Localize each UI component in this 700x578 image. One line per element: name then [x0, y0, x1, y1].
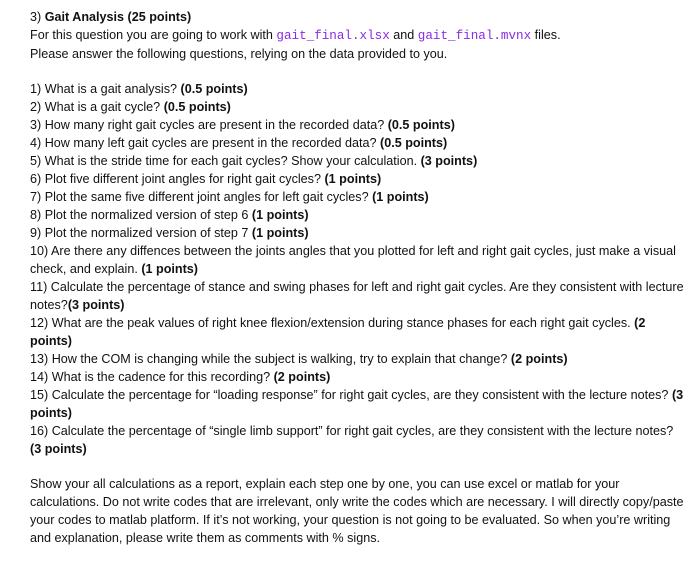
section-title: [30, 8, 686, 26]
question-points: (0.5 points): [180, 82, 248, 96]
question-text: 10) Are there any diffences between the joints angles that you plotted for left and right gait cycles, just make a visual check, and explain.: [30, 244, 676, 276]
section-number: 3): [30, 10, 42, 24]
question-points: (3 points): [67, 298, 125, 312]
question-text: 12) What are the peak values of right knee flexion/extension during stance phases for each right gait cycles.: [30, 316, 635, 330]
question-points: (2 points): [510, 352, 568, 366]
question-points: (2 points): [30, 316, 646, 348]
question-list: [30, 80, 686, 458]
question-item: [30, 368, 686, 386]
question-points: (1 points): [141, 262, 198, 276]
question-text: 11) Calculate the percentage of stance and swing phases for left and right gait cycles. Are they consistent with lecture notes?: [30, 280, 684, 312]
question-item: [30, 206, 686, 224]
question-text: 13) How the COM is changing while the subject is walking, try to explain that change?: [30, 352, 511, 366]
question-text: 14) What is the cadence for this recording?: [30, 370, 274, 384]
question-text: 3) How many right gait cycles are present in the recorded data?: [30, 118, 388, 132]
question-item: [30, 116, 686, 134]
question-text: 5) What is the stride time for each gait cycles? Show your calculation.: [30, 154, 421, 168]
question-points: (1 points): [372, 190, 429, 204]
section-heading: Gait Analysis (25 points): [44, 10, 192, 24]
question-item: [30, 224, 686, 242]
question-points: (0.5 points): [387, 118, 455, 132]
question-item: [30, 278, 686, 314]
question-item: [30, 350, 686, 368]
question-item: [30, 80, 686, 98]
question-item: [30, 188, 686, 206]
question-item: [30, 134, 686, 152]
question-item: [30, 152, 686, 170]
question-points: (0.5 points): [163, 100, 231, 114]
question-points: (3 points): [420, 154, 478, 168]
question-item: [30, 98, 686, 116]
question-points: (1 points): [251, 208, 309, 222]
question-text: 15) Calculate the percentage for “loading response” for right gait cycles, are they consistent with the lecture notes?: [30, 388, 672, 402]
mvnx-filename: gait_final.mvnx: [417, 29, 532, 43]
intro-paragraph: [30, 26, 686, 63]
question-points: (3 points): [30, 388, 684, 420]
question-points: (2 points): [273, 370, 331, 384]
question-text: 9) Plot the normalized version of step 7: [30, 226, 252, 240]
question-text: 16) Calculate the percentage of “single limb support” for right gait cycles, are they consistent with the lecture notes?: [30, 424, 674, 438]
question-points: (1 points): [251, 226, 309, 240]
question-item: [30, 386, 686, 422]
intro-prefix: For this question you are going to work with: [30, 28, 273, 42]
question-points: (3 points): [30, 442, 87, 456]
question-points: (1 points): [324, 172, 382, 186]
question-points: (0.5 points): [380, 136, 448, 150]
question-text: 1) What is a gait analysis?: [30, 82, 181, 96]
question-text: 7) Plot the same five different joint angles for left gait cycles?: [30, 190, 373, 204]
question-text: 2) What is a gait cycle?: [30, 100, 164, 114]
instructions-paragraph: Show your all calculations as a report, explain each step one by one, you can use excel or matlab for your calculations. Do not write codes that are irrelevant, only write the codes which are necessary. I will directly copy/paste your codes to matlab platform. If it’s not working, your question is not going to be evaluated. So when you’re writing and explanation, please write them as comments with % signs.: [30, 477, 684, 545]
question-item: [30, 242, 686, 278]
question-item: [30, 170, 686, 188]
question-item: [30, 422, 686, 458]
question-text: 8) Plot the normalized version of step 6: [30, 208, 252, 222]
intro-line2: Please answer the following questions, relying on the data provided to you.: [30, 47, 448, 61]
xlsx-filename: gait_final.xlsx: [276, 29, 390, 43]
question-text: 6) Plot five different joint angles for right gait cycles?: [30, 172, 325, 186]
intro-suffix: files.: [534, 28, 561, 42]
question-text: 4) How many left gait cycles are present in the recorded data?: [30, 136, 381, 150]
question-item: [30, 314, 686, 350]
intro-middle: and: [393, 28, 415, 42]
